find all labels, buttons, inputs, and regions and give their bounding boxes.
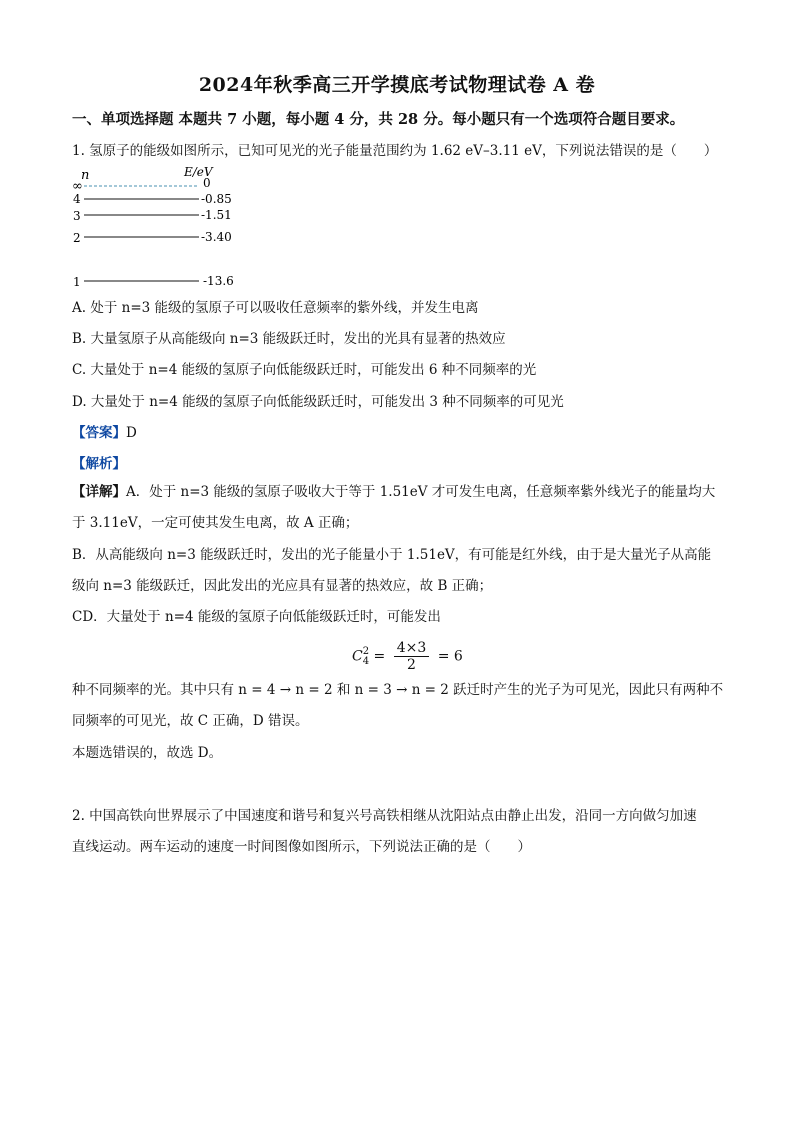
answer-value: D (126, 425, 137, 441)
level-energy-inf: 0 (203, 176, 211, 190)
detail-tag: 【详解】 (72, 484, 126, 500)
question-2-line-2: 直线运动。两车运动的速度一时间图像如图所示，下列说法正确的是（ ） (72, 839, 531, 855)
level-energy-3: -1.51 (201, 208, 232, 222)
detail-line-2: 于 3.11eV，一定可使其发生电离，故 A 正确； (72, 515, 359, 531)
formula-sup: 2 (362, 645, 370, 657)
option-d: D. 大量处于 n=4 能级的氢原子向低能级跃迁时，可能发出 3 种不同频率的可见光 (72, 394, 564, 410)
page-title: 2024年秋季高三开学摸底考试物理试卷 A 卷 (198, 74, 596, 96)
conclusion-line: 本题选错误的，故选 D。 (72, 745, 223, 761)
option-b: B. 大量氢原子从高能级向 n=3 能级跃迁时，发出的光具有显著的热效应 (72, 331, 506, 347)
formula-numerator: 4×3 (394, 640, 430, 657)
n-axis-label: n (81, 168, 90, 183)
analysis-tag: 【解析】 (72, 456, 126, 472)
level-energy-2: -3.40 (201, 230, 232, 244)
level-n-1: 1 (73, 275, 81, 289)
level-energy-1: -13.6 (203, 274, 234, 288)
level-n-2: 2 (73, 231, 81, 245)
detail-line-3: B．从高能级向 n=3 能级跃迁时，发出的光子能量小于 1.51eV，有可能是红外线，由于是大量光子从高能 (72, 547, 712, 563)
formula-result: = 6 (437, 648, 463, 665)
detail-line-6: 种不同频率的光。其中只有 n = 4 → n = 2 和 n = 3 → n = 2 跃迁时产生的光子为可见光，因此只有两种不 (72, 682, 724, 698)
level-n-3: 3 (73, 209, 81, 223)
formula-denominator: 2 (407, 657, 416, 673)
level-energy-4: -0.85 (201, 192, 232, 206)
option-a: A. 处于 n=3 能级的氢原子可以吸收任意频率的紫外线，并发生电离 (72, 300, 479, 316)
answer-tag: 【答案】 (72, 425, 126, 441)
question-2-line-1: 2. 中国高铁向世界展示了中国速度和谐号和复兴号高铁相继从沈阳站点由静止出发，沿同一方向做匀加速 (72, 808, 697, 824)
detail-line-1 (72, 482, 715, 502)
detail-text-1: A．处于 n=3 能级的氢原子吸收大于等于 1.51eV 才可发生电离，任意频率紫外线光子的能量均大 (126, 484, 716, 500)
detail-line-4: 级向 n=3 能级跃迁，因此发出的光应具有显著的热效应，故 B 正确； (72, 578, 493, 594)
formula-c: C (352, 648, 363, 665)
answer-line (72, 421, 137, 441)
analysis-line (72, 452, 126, 472)
question-1-stem: 1. 氢原子的能级如图所示，已知可见光的光子能量范围约为 1.62 eV–3.11 eV，下列说法错误的是（ ） (72, 143, 718, 159)
formula-sub: 4 (362, 655, 370, 667)
option-c: C. 大量处于 n=4 能级的氢原子向低能级跃迁时，可能发出 6 种不同频率的光 (72, 362, 537, 378)
combination-formula: C 2 4 = $\frac{4\times 3}{2}$ = 6 (352, 640, 463, 673)
formula-fraction (394, 640, 430, 673)
detail-line-7: 同频率的可见光，故 C 正确，D 错误。 (72, 713, 309, 729)
level-n-inf: ∞ (72, 179, 83, 194)
section-heading: 一、单项选择题 本题共 7 小题，每小题 4 分，共 28 分。每小题只有一个选项符合题目要求。 (72, 111, 685, 128)
detail-line-5: CD．大量处于 n=4 能级的氢原子向低能级跃迁时，可能发出 (72, 609, 441, 625)
energy-level-diagram (70, 162, 260, 292)
level-n-4: 4 (73, 192, 81, 206)
energy-axis-label: E/eV (184, 165, 213, 179)
